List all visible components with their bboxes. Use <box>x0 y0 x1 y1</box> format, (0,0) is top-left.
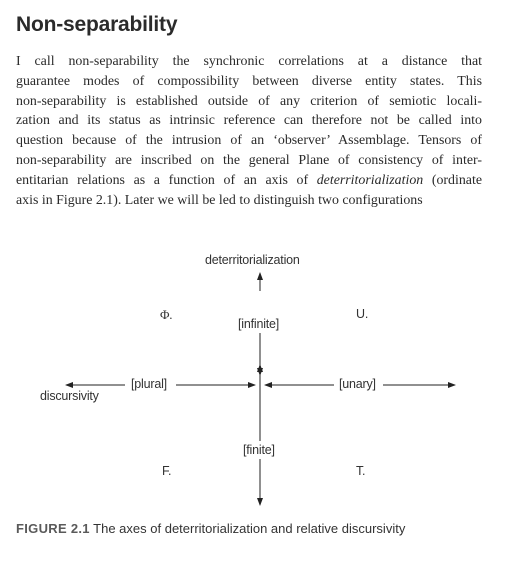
caption-text: The axes of deterritorialization and relative discursivity <box>89 521 406 536</box>
body-line: non-separability is established outside of any criterion of semiotic locali- <box>16 93 482 109</box>
plural-label: [plural] <box>131 377 167 391</box>
infinite-label: [infinite] <box>238 317 280 331</box>
body-line: question because of the intrusion of an ‘observer’ Assemblage. Tensors of <box>16 133 482 149</box>
body-line-text: (ordinate <box>423 172 482 188</box>
figure-number: FIGURE 2.1 <box>16 521 90 536</box>
deterritorialization-axis-label: deterritorialization <box>205 253 300 267</box>
body-line: guarantee modes of compossibility between diverse entity states. This <box>16 73 482 89</box>
emphasis-term: deterritorialization <box>316 172 424 188</box>
finite-label: [finite] <box>243 443 275 457</box>
phi-corner-label: Φ. <box>160 307 173 322</box>
u-corner-label: U. <box>356 307 369 321</box>
body-line: zation and its status as intrinsic reference can therefore not be called into <box>16 113 482 129</box>
body-line-text: entitarian relations as a function of an axis of <box>16 172 317 188</box>
figure-caption <box>16 521 405 536</box>
body-line: I call non-separability the synchronic correlations at a distance that <box>16 54 482 69</box>
unary-label: [unary] <box>339 377 376 391</box>
t-corner-label: T. <box>356 464 366 478</box>
discursivity-label: discursivity <box>40 389 99 403</box>
section-heading: Non-separability <box>16 13 178 36</box>
body-line: axis in Figure 2.1). Later we will be led to distinguish two configurations <box>16 192 423 208</box>
f-corner-label: F. <box>162 464 172 478</box>
body-line: non-separability are inscribed on the general Plane of consistency of inter- <box>16 152 482 168</box>
